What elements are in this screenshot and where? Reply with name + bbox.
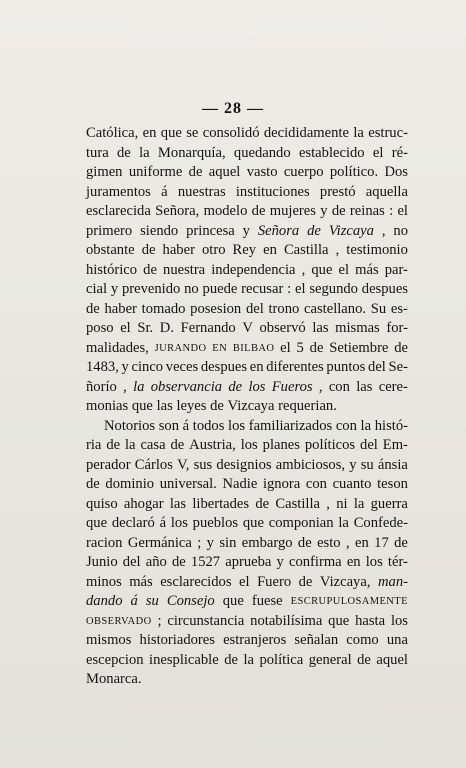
text-line: [86, 319, 408, 339]
word: reinas: [349, 203, 385, 219]
word: ,: [318, 378, 323, 395]
word: quedando: [233, 144, 291, 161]
word: que: [222, 593, 244, 609]
word: Castilla: [275, 495, 320, 512]
word: teson: [377, 476, 408, 492]
word: mismas: [335, 320, 380, 336]
word: Confede-: [353, 515, 408, 531]
word: que: [242, 515, 264, 531]
word: Dos: [384, 164, 408, 180]
word: Cárlos: [134, 456, 173, 473]
word: que: [160, 125, 182, 141]
word: políticos: [304, 437, 356, 453]
paragraph: [86, 417, 408, 690]
word: Castilla: [283, 242, 329, 258]
word: prevenido: [121, 281, 181, 297]
word: no: [393, 222, 408, 239]
text-line: [86, 300, 408, 320]
word: de: [86, 300, 100, 317]
word: Se-: [388, 359, 408, 375]
text-line: [86, 495, 408, 515]
word: siendo: [140, 222, 179, 239]
word: OBSERVADO: [86, 615, 152, 627]
word: las: [312, 320, 329, 336]
word: de: [141, 242, 156, 258]
word: designios: [216, 456, 272, 473]
word: aquella: [365, 183, 408, 200]
word: ESCRUPULOSAMENTE: [290, 596, 408, 607]
word: la: [125, 437, 136, 453]
word: su: [145, 593, 159, 609]
word: señalan: [294, 632, 339, 648]
word: de: [394, 339, 408, 356]
word: de: [117, 144, 131, 161]
word: declaró: [111, 515, 155, 531]
word: el: [397, 203, 408, 219]
word: veces: [165, 359, 199, 375]
word: Católica,: [86, 125, 139, 141]
word: sus: [193, 456, 213, 473]
word: esclarecidos: [160, 573, 232, 590]
word: esto: [317, 534, 341, 551]
text-line: [86, 124, 408, 144]
word: en: [142, 125, 157, 141]
word: la: [353, 125, 364, 141]
word: cere-: [378, 378, 408, 395]
word: ignora: [262, 476, 301, 492]
word: Monarquía,: [157, 144, 226, 161]
word: otro: [201, 242, 226, 258]
text-line: [86, 339, 408, 359]
text-line: [86, 397, 408, 417]
word: y: [349, 456, 357, 473]
word: el: [338, 261, 350, 278]
word: de: [106, 437, 121, 453]
word: sin: [219, 534, 237, 551]
word: componian: [268, 515, 334, 531]
word: nuestra: [163, 261, 206, 278]
word: cinco: [131, 359, 164, 375]
word: en: [263, 242, 277, 258]
word: ;: [197, 534, 202, 551]
word: establecido: [298, 144, 365, 161]
word: son: [158, 417, 179, 434]
word: estranjeros: [223, 632, 287, 648]
text-line: [86, 651, 408, 671]
word: de: [228, 378, 243, 395]
word: político.: [329, 164, 379, 180]
text-line: [86, 222, 408, 242]
word: no: [184, 281, 199, 297]
word: aprueba: [225, 554, 272, 570]
word: de: [307, 222, 321, 239]
word: Vizcaya: [328, 222, 374, 239]
word: Notorios: [104, 417, 156, 434]
word: del: [368, 359, 386, 375]
word: haber: [104, 300, 137, 317]
word: el: [372, 144, 384, 161]
word: á: [161, 183, 168, 200]
word: que: [131, 398, 153, 414]
word: Junio: [86, 554, 118, 570]
word: puede: [202, 281, 238, 297]
word: de: [309, 339, 324, 356]
word: tomado: [141, 300, 186, 317]
word: Consejo: [166, 593, 215, 609]
text-line: [86, 631, 408, 651]
word: vasto: [246, 164, 278, 180]
word: de: [210, 398, 224, 414]
word: á: [182, 417, 190, 434]
word: de: [357, 651, 371, 668]
text-line: [86, 592, 408, 612]
word: observó: [259, 320, 306, 336]
word: V: [242, 320, 253, 336]
word: todos: [192, 417, 225, 434]
word: la: [360, 417, 372, 434]
word: planes: [262, 437, 300, 453]
word: con: [305, 476, 327, 492]
word: cial: [86, 281, 108, 297]
word: libertades: [192, 495, 250, 512]
word: ré-: [391, 144, 408, 161]
word: la: [243, 651, 254, 668]
word: ánsia: [377, 456, 408, 473]
text-line: [86, 417, 408, 437]
word: embargo: [241, 534, 293, 551]
text-line: [86, 163, 408, 183]
word: hasta: [355, 612, 386, 629]
text-line: [86, 202, 408, 222]
word: casa: [140, 437, 166, 453]
text-line: [86, 280, 408, 300]
word: los: [365, 554, 383, 570]
body-text: [86, 124, 408, 690]
word: la: [338, 515, 349, 531]
text-line: [86, 553, 408, 573]
word: de: [86, 476, 100, 492]
word: como: [346, 632, 379, 648]
word: monias: [86, 398, 129, 414]
word: es-: [390, 300, 408, 317]
word: de: [170, 437, 185, 453]
word: Austria,: [189, 437, 236, 453]
word: las: [169, 495, 187, 512]
word: ambiciosos,: [275, 456, 346, 473]
word: universal.: [159, 476, 217, 492]
word: Rey: [232, 242, 257, 258]
word: trono: [268, 300, 300, 317]
word: que: [86, 515, 108, 531]
word: poso: [86, 320, 114, 336]
word: cuanto: [332, 476, 372, 492]
text-line: [86, 534, 408, 554]
word: de: [298, 573, 313, 590]
word: ,: [301, 261, 306, 278]
word: de: [188, 164, 203, 180]
word: par-: [384, 261, 408, 278]
word: y: [206, 534, 214, 551]
word: ;: [157, 612, 162, 629]
word: D.: [159, 320, 174, 336]
word: ,: [335, 242, 340, 258]
word: ñorío: [86, 378, 117, 395]
word: Germánica: [127, 534, 192, 551]
word: requerian.: [278, 398, 337, 414]
word: histó-: [374, 417, 408, 434]
word: puntos: [326, 359, 366, 375]
word: confirma: [288, 554, 342, 570]
word: Vizcaya,: [319, 573, 371, 590]
word: de: [394, 534, 408, 551]
word: de: [251, 203, 266, 219]
word: y: [242, 222, 250, 239]
word: á: [159, 515, 167, 531]
word: el: [239, 573, 250, 590]
text-line: [86, 573, 408, 593]
text-line: [86, 670, 408, 690]
word: dando: [86, 593, 123, 609]
word: haber: [162, 242, 195, 258]
word: y: [320, 203, 328, 219]
text-line: [86, 358, 408, 378]
word: ahogar: [123, 495, 164, 512]
word: Monarca.: [86, 671, 142, 687]
word: Sr.: [137, 320, 154, 336]
word: observancia: [150, 378, 223, 395]
word: de: [255, 495, 270, 512]
word: de: [331, 203, 346, 219]
word: los: [170, 515, 188, 531]
word: Vizcaya: [227, 398, 275, 414]
word: nuestras: [177, 183, 226, 200]
word: del: [245, 300, 264, 317]
word: Fernando: [180, 320, 236, 336]
word: ,: [345, 534, 350, 551]
word: gimen: [86, 164, 123, 180]
word: circunstancia: [167, 612, 245, 629]
word: Fuero: [257, 573, 292, 590]
word: juramentos: [86, 183, 151, 200]
word: dominio: [105, 476, 155, 492]
word: Nadie: [222, 476, 258, 492]
word: minos: [86, 573, 122, 590]
word: y: [121, 359, 129, 375]
word: de: [143, 261, 157, 278]
word: el: [294, 281, 306, 297]
word: independencia: [211, 261, 296, 278]
word: á: [130, 593, 138, 609]
word: guerra: [370, 495, 408, 512]
word: política: [259, 651, 304, 668]
word: en: [346, 554, 361, 570]
word: familiarizados: [248, 417, 333, 434]
word: aquel: [208, 164, 241, 180]
word: de: [297, 534, 312, 551]
word: mismos: [86, 632, 132, 648]
word: instituciones: [235, 183, 310, 200]
word: pueblos: [192, 515, 239, 531]
text-line: [86, 183, 408, 203]
word: leyes: [176, 398, 207, 414]
word: histórico: [86, 261, 138, 278]
word: V,: [177, 456, 190, 473]
word: testimonio: [346, 242, 408, 258]
word: segundo: [309, 281, 358, 297]
word: que: [311, 261, 333, 278]
word: 17: [374, 534, 389, 551]
word: ,: [381, 222, 386, 239]
word: ni: [336, 495, 348, 512]
text-line: [86, 378, 408, 398]
word: for-: [386, 320, 408, 336]
word: JURANDO: [154, 342, 207, 354]
word: 1483,: [86, 359, 119, 375]
word: escepcion: [86, 651, 144, 668]
word: despues: [200, 359, 248, 375]
word: notabilísima: [250, 612, 323, 629]
word: con: [335, 417, 357, 434]
word: Fueros: [271, 378, 313, 395]
word: racion: [86, 534, 123, 551]
word: la: [139, 144, 150, 161]
word: fuese: [251, 593, 283, 609]
word: BILBAO: [232, 342, 275, 354]
word: más: [355, 261, 379, 278]
word: 1527: [190, 554, 221, 570]
text-line: [86, 144, 408, 164]
word: malidades,: [86, 339, 149, 356]
word: esclarecida: [86, 203, 151, 219]
word: :: [389, 203, 394, 219]
word: EN: [212, 342, 228, 354]
word: perador: [86, 456, 131, 473]
word: ria: [86, 437, 102, 453]
word: de: [171, 554, 186, 570]
word: obstante: [86, 242, 135, 258]
word: de: [224, 651, 238, 668]
word: con: [328, 378, 350, 395]
word: y: [110, 281, 119, 297]
word: la: [353, 495, 365, 512]
word: Señora,: [155, 203, 200, 219]
word: Señora: [257, 222, 300, 239]
word: castellano.: [304, 300, 367, 317]
word: los: [228, 417, 246, 434]
word: Em-: [382, 437, 408, 453]
word: decididamente: [263, 125, 349, 141]
word: man-: [377, 573, 408, 590]
word: y: [276, 554, 284, 570]
word: en: [355, 534, 369, 551]
word: recusar: [241, 281, 284, 297]
word: cuerpo: [283, 164, 324, 180]
word: Su: [370, 300, 387, 317]
word: tér-: [387, 554, 408, 570]
word: los: [248, 378, 266, 395]
page-number: — 28 —: [202, 100, 264, 117]
word: el: [280, 339, 291, 356]
word: aquel: [376, 651, 408, 668]
text-line: [86, 612, 408, 632]
text-line: [86, 436, 408, 456]
word: en: [249, 359, 264, 375]
word: mujeres: [269, 203, 316, 219]
word: que: [328, 612, 350, 629]
word: su: [360, 456, 374, 473]
word: más: [129, 573, 153, 590]
word: el: [120, 320, 131, 336]
word: :: [287, 281, 292, 297]
text-line: [86, 456, 408, 476]
word: se: [186, 125, 199, 141]
word: los: [390, 612, 408, 629]
word: la: [133, 378, 145, 395]
word: las: [356, 378, 373, 395]
word: los: [240, 437, 258, 453]
text-line: [86, 514, 408, 534]
word: las: [156, 398, 173, 414]
word: general: [308, 651, 352, 668]
word: primero: [86, 222, 133, 239]
word: tura: [86, 144, 109, 161]
word: uniforme: [128, 164, 183, 180]
word: del: [360, 437, 378, 453]
paragraph: [86, 124, 408, 417]
word: prestó: [319, 183, 356, 200]
word: despues: [361, 281, 408, 297]
word: princesa: [186, 222, 235, 239]
word: una: [386, 632, 408, 648]
word: ,: [326, 495, 330, 512]
word: Setiembre: [329, 339, 389, 356]
word: ,: [123, 378, 127, 395]
word: del: [122, 554, 141, 570]
word: consolidó: [202, 125, 260, 141]
word: año: [145, 554, 167, 570]
word: quiso: [86, 495, 118, 512]
word: estruc-: [368, 125, 408, 141]
word: inesplicable: [149, 651, 219, 668]
word: 5: [296, 339, 304, 356]
text-line: [86, 241, 408, 261]
word: diferentes: [266, 359, 324, 375]
word: modelo: [203, 203, 248, 219]
text-line: [86, 261, 408, 281]
text-line: [86, 475, 408, 495]
word: historiadores: [139, 632, 215, 648]
word: posesion: [190, 300, 242, 317]
